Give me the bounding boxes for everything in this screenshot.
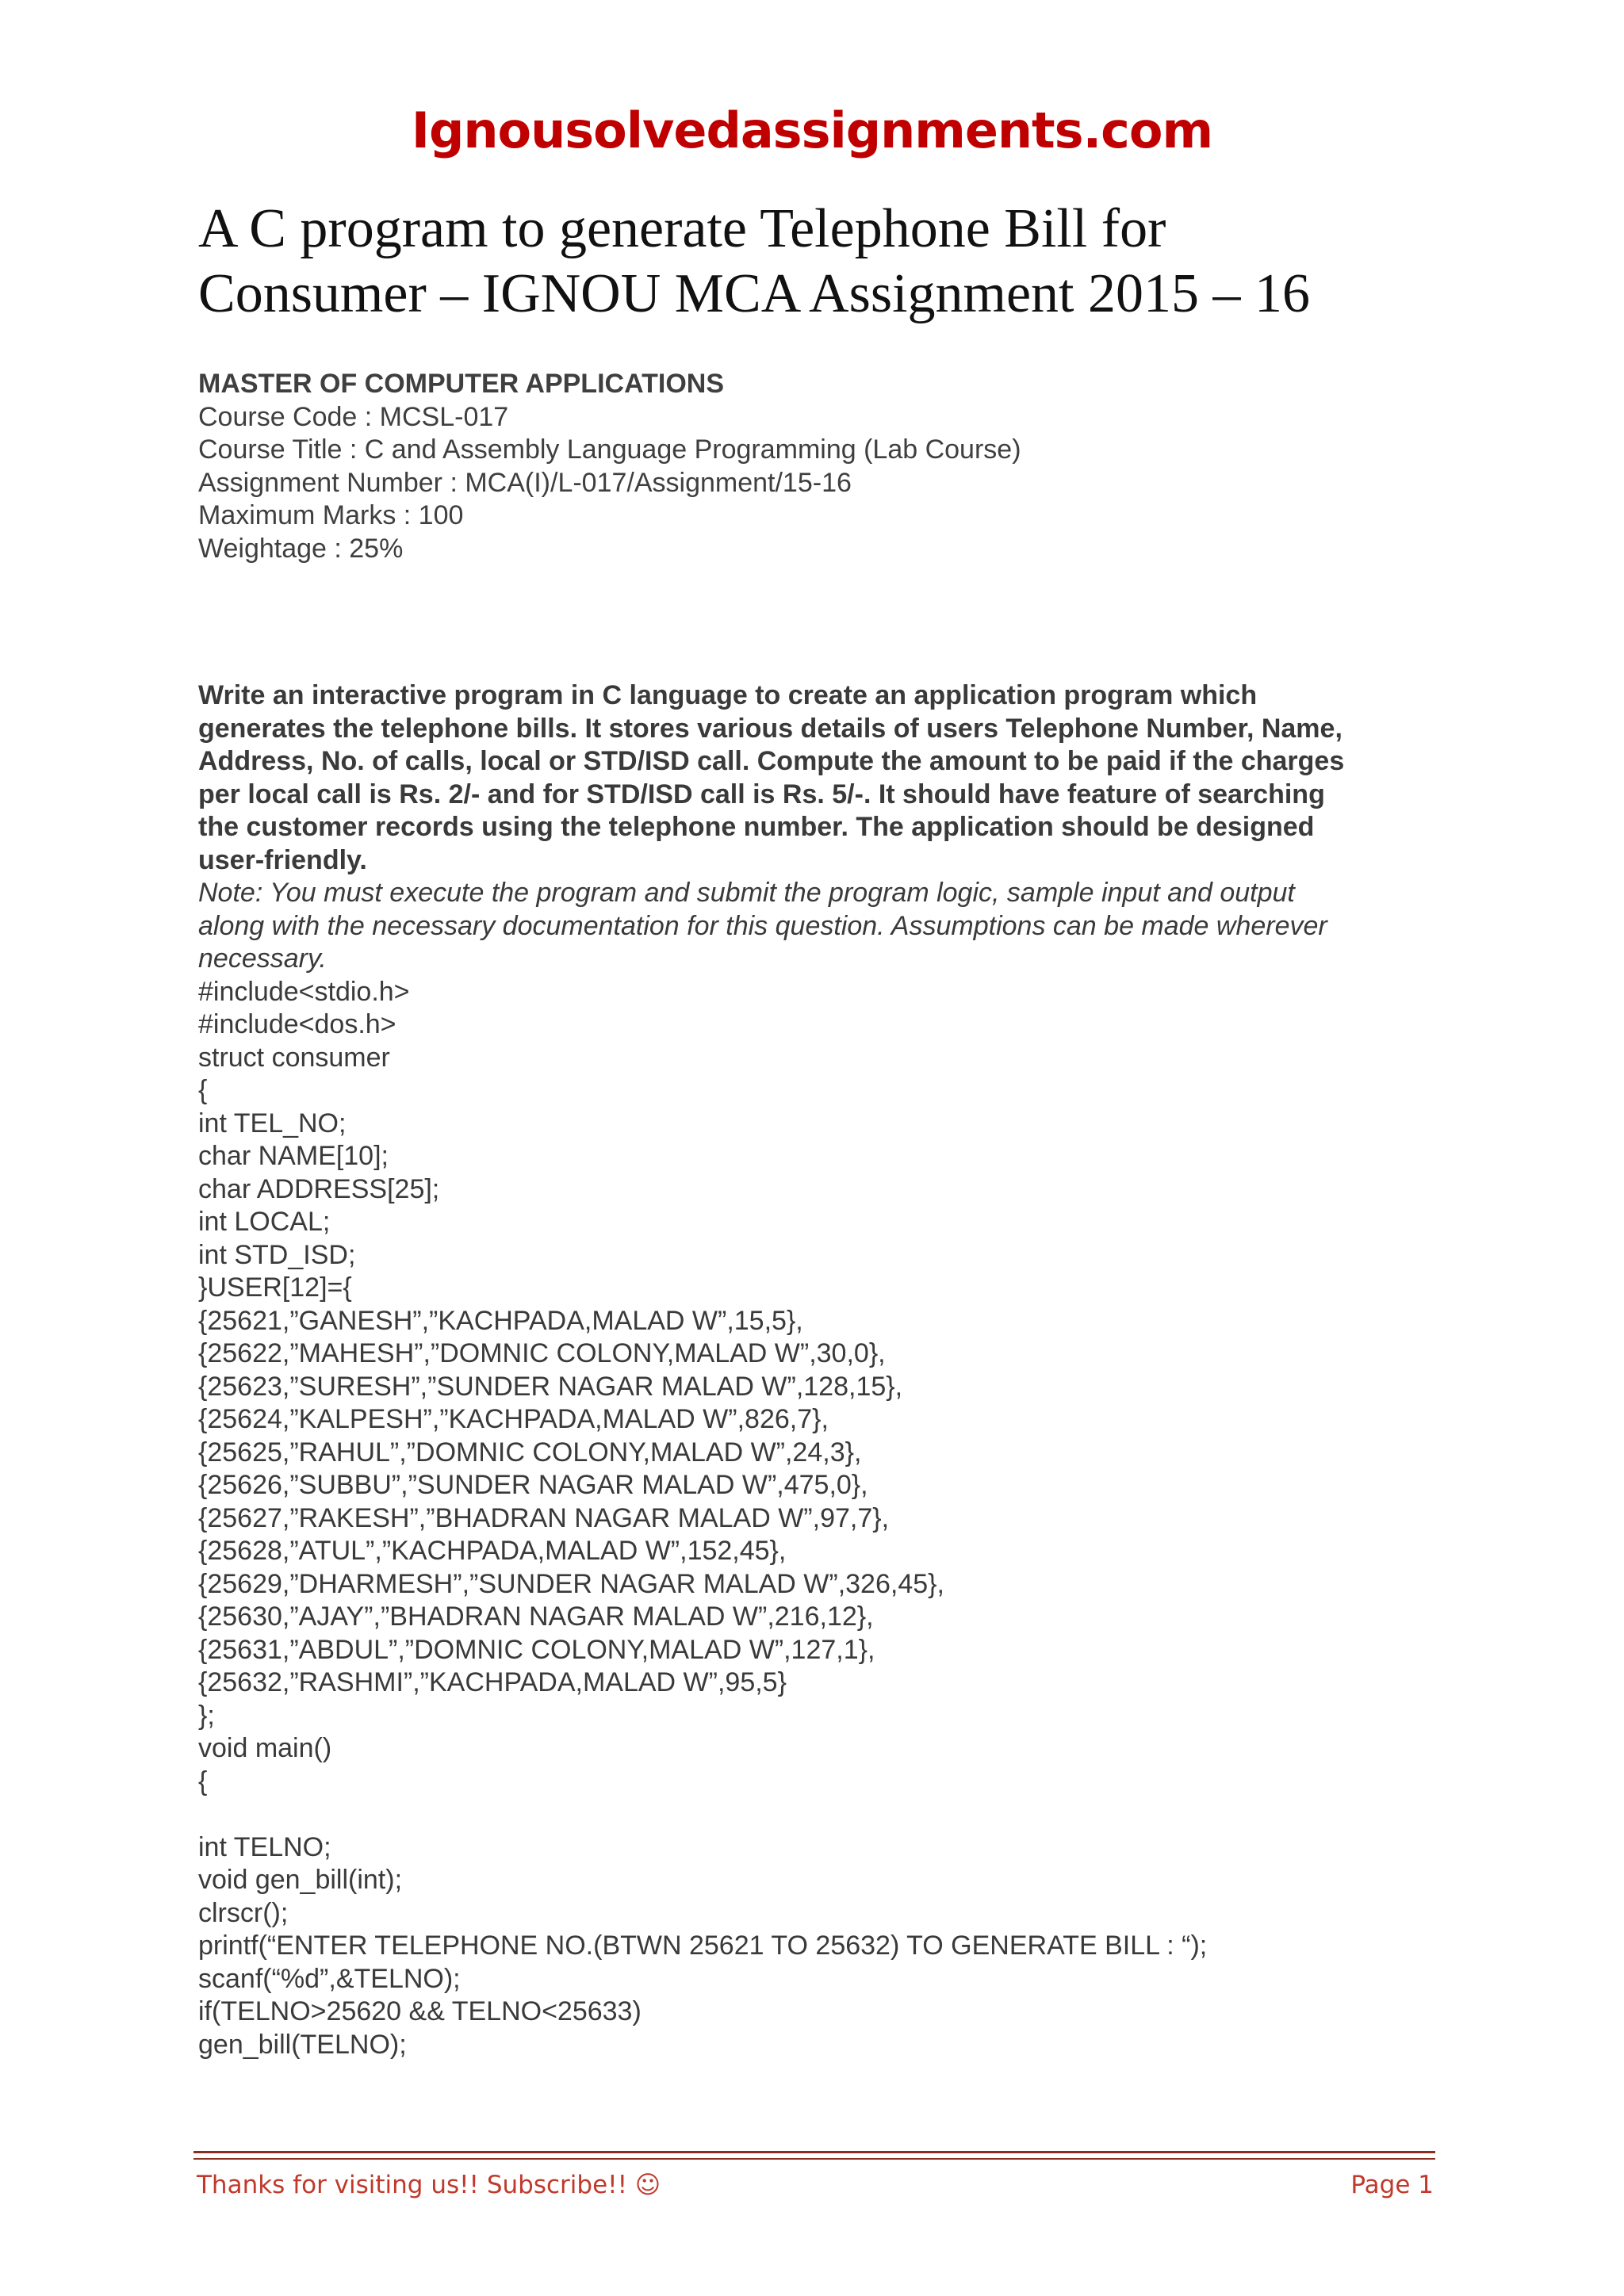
code-line: if(TELNO>25620 && TELNO<25633) [198,1996,642,2026]
course-code: Course Code : MCSL-017 [198,401,509,432]
code-line: gen_bill(TELNO); [198,2029,407,2060]
code-line: {25621,”GANESH”,”KACHPADA,MALAD W”,15,5}, [198,1305,803,1336]
code-line: }USER[12]={ [198,1272,352,1303]
code-line: {25630,”AJAY”,”BHADRAN NAGAR MALAD W”,216,12}, [198,1601,874,1632]
maximum-marks: Maximum Marks : 100 [198,500,464,530]
code-line: {25624,”KALPESH”,”KACHPADA,MALAD W”,826,7}, [198,1404,829,1434]
code-line: #include<dos.h> [198,1009,396,1039]
code-line: { [198,1766,208,1797]
code-line: {25622,”MAHESH”,”DOMNIC COLONY,MALAD W”,30,0}, [198,1338,886,1368]
document-title-line: Consumer – IGNOU MCA Assignment 2015 – 16 [198,263,1310,324]
code-line: #include<stdio.h> [198,976,410,1007]
code-line: int TELNO; [198,1831,331,1862]
document-title [198,197,1310,327]
assignment-number: Assignment Number : MCA(I)/L-017/Assignment/15-16 [198,467,852,498]
code-line: { [198,1075,208,1105]
code-line: {25631,”ABDUL”,”DOMNIC COLONY,MALAD W”,127,1}, [198,1634,875,1665]
code-line: clrscr(); [198,1897,289,1928]
note-line: along with the necessary documentation for this question. Assumptions can be made wherever [198,910,1327,941]
code-line: printf(“ENTER TELEPHONE NO.(BTWN 25621 TO 25632) TO GENERATE BILL : “); [198,1931,1208,1961]
course-title: Course Title : C and Assembly Language Programming (Lab Course) [198,434,1021,465]
note-line: Note: You must execute the program and submit the program logic, sample input and output [198,878,1295,908]
question-text-line: Write an interactive program in C language to create an application program which [198,680,1258,710]
code-line: {25628,”ATUL”,”KACHPADA,MALAD W”,152,45}, [198,1536,787,1566]
code-line: int STD_ISD; [198,1239,356,1270]
question-text-line: the customer records using the telephone number. The application should be designed [198,812,1315,842]
footer-divider [193,2151,1435,2160]
question-text-line: Address, No. of calls, local or STD/ISD call. Compute the amount to be paid if the charges [198,746,1345,776]
code-line: int TEL_NO; [198,1108,347,1138]
question-text-line: per local call is Rs. 2/- and for STD/ISD call is Rs. 5/-. It should have feature of searching [198,779,1325,809]
site-title: Ignousolvedassignments.com [411,101,1213,159]
note-line: necessary. [198,943,327,974]
code-line: char NAME[10]; [198,1141,389,1171]
footer-message: Thanks for visiting us!! Subscribe!! ☺ [197,2171,661,2199]
weightage: Weightage : 25% [198,533,404,564]
question-section [198,679,1467,2061]
code-line: {25625,”RAHUL”,”DOMNIC COLONY,MALAD W”,24,3}, [198,1437,862,1468]
code-line: void main() [198,1733,332,1763]
code-line: int LOCAL; [198,1207,331,1237]
code-line: struct consumer [198,1042,390,1073]
question-text-line: user-friendly. [198,844,367,875]
code-line: {25632,”RASHMI”,”KACHPADA,MALAD W”,95,5} [198,1667,787,1697]
code-line: scanf(“%d”,&TELNO); [198,1963,461,1994]
question-text [198,679,1467,877]
code-line: {25629,”DHARMESH”,”SUNDER NAGAR MALAD W”,326,45}, [198,1568,944,1599]
question-text-line: generates the telephone bills. It stores various details of users Telephone Number, Name, [198,713,1342,744]
code-line: {25626,”SUBBU”,”SUNDER NAGAR MALAD W”,475,0}, [198,1470,868,1500]
code-line: {25623,”SURESH”,”SUNDER NAGAR MALAD W”,128,15}, [198,1371,903,1402]
programme-name: MASTER OF COMPUTER APPLICATIONS [198,369,724,399]
code-line: }; [198,1700,215,1731]
assignment-details [198,368,1467,565]
code-listing [198,976,1467,2062]
code-line: {25627,”RAKESH”,”BHADRAN NAGAR MALAD W”,97,7}, [198,1502,890,1533]
question-note [198,877,1467,976]
code-line: void gen_bill(int); [198,1865,403,1895]
document-title-line: A C program to generate Telephone Bill for [198,198,1166,259]
page-number: Page 1 [1350,2171,1434,2199]
code-line [198,1798,1467,1831]
code-line: char ADDRESS[25]; [198,1173,440,1204]
